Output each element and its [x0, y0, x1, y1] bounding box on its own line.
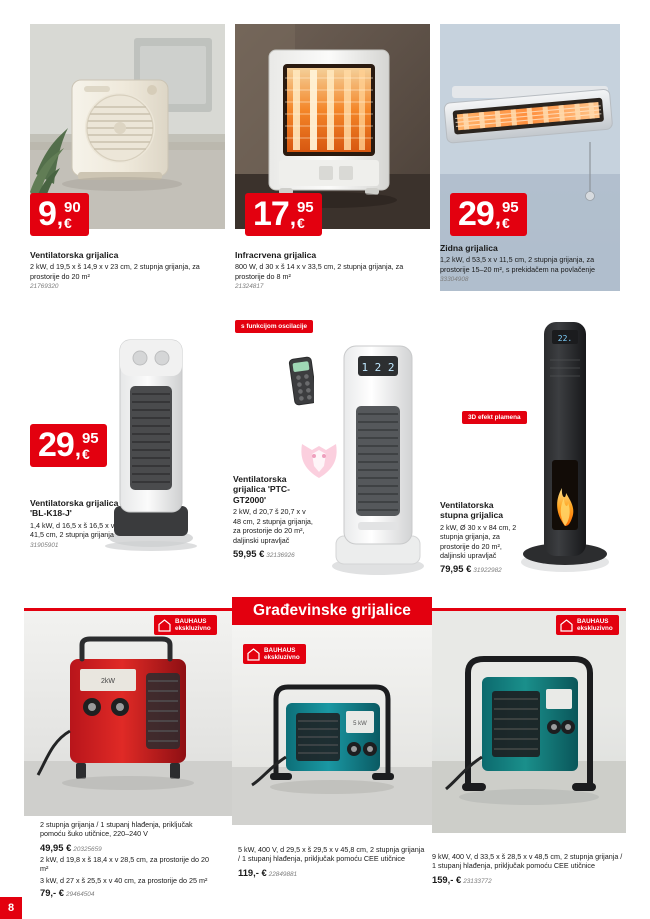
product-title: Ventilatorska grijalica 'BL-K18-J': [30, 498, 119, 519]
svg-text:1 2 2: 1 2 2: [361, 361, 395, 374]
product-desc-teal-heater-9kw: [432, 852, 624, 886]
price-currency: €: [81, 446, 90, 462]
product-price: 159,- €: [432, 873, 462, 885]
product-desc-red-construction-heater: [40, 820, 218, 899]
product-article-number: 31922982: [473, 567, 502, 575]
product-title: Ventilatorska grijalica: [30, 250, 119, 260]
bauhaus-exclusive-badge-red: [154, 615, 217, 635]
price-integer: 17: [253, 195, 289, 233]
product-desc-wall-heater: [440, 243, 620, 285]
product-price: 119,- €: [238, 866, 267, 878]
price-integer: 29: [458, 195, 494, 233]
price-comma: ,: [494, 205, 501, 230]
badge-line-2: ekskluzivno: [175, 625, 211, 633]
callout-oscillation: s funkcijom oscilacije: [235, 320, 313, 333]
product-title: Infracrvena grijalica: [235, 250, 317, 260]
product-title: Ventilatorska stupna grijalica: [440, 500, 504, 521]
product-desc-tower-heater: [440, 500, 518, 576]
product-title: Ventilatorska grijalica 'PTC-GT2000': [233, 474, 290, 505]
product-desc-teal-heater-5kw: [238, 845, 428, 879]
product-photo-teal-heater-9kw: [432, 611, 626, 833]
svg-text:22.: 22.: [557, 334, 573, 343]
badge-line-1: BAUHAUS: [175, 618, 207, 625]
price-decimal: 90: [64, 199, 81, 216]
product-specs: 2 kW, Ø 30 x v 84 cm, 2 stupnja grijanja, za prostorije do 20 m², daljinski upravljač: [440, 522, 517, 561]
product-desc-ptc-gt2000: [233, 474, 313, 560]
price-tag-fan-heater: [30, 193, 89, 236]
section-banner-construction-heaters: Građevinske grijalice: [232, 597, 432, 625]
product-price-2kw: 49,95 €: [40, 841, 72, 853]
price-comma: ,: [74, 436, 81, 461]
product-desc-fan-heater: [30, 250, 225, 292]
house-icon: [560, 619, 573, 632]
product-article-number-2kw: 20325659: [73, 845, 102, 853]
price-tag-infrared-heater: [245, 193, 322, 236]
price-tag-wall-heater: [450, 193, 527, 236]
product-photo-tower-heater: [500, 300, 630, 582]
bauhaus-exclusive-badge-teal-9kw: [556, 615, 619, 635]
price-integer: 9: [38, 195, 56, 233]
product-specs: 800 W, d 30 x š 14 x v 33,5 cm, 2 stupnja grijanja, za prostorije do 8 m²: [235, 262, 404, 281]
product-article-number: 21324817: [235, 283, 264, 291]
product-specs-2kw: 2 kW, d 19,8 x š 18,4 x v 28,5 cm, za prostorije do 20 m²: [40, 855, 209, 874]
product-price-3kw: 79,- €: [40, 887, 64, 899]
house-icon: [158, 619, 171, 632]
product-desc-infrared-heater: [235, 250, 430, 292]
bauhaus-exclusive-badge-teal-5kw: [243, 644, 306, 664]
badge-line-2: ekskluzivno: [577, 625, 613, 633]
product-desc-bl-k18-j: [30, 498, 120, 550]
price-comma: ,: [289, 205, 296, 230]
price-comma: ,: [56, 205, 64, 230]
price-currency: €: [501, 215, 510, 231]
svg-text:2kW: 2kW: [101, 678, 115, 685]
product-specs-3kw: 3 kW, d 27 x š 25,5 x v 40 cm, za prostorije do 25 m²: [40, 875, 208, 885]
product-article-number: 23133772: [463, 877, 492, 885]
svg-text:5 kW: 5 kW: [353, 721, 367, 727]
product-title: Zidna grijalica: [440, 243, 498, 253]
product-article-number: 32136926: [266, 551, 295, 559]
price-decimal: 95: [81, 430, 99, 447]
product-specs: 2 kW, d 19,5 x š 14,9 x v 23 cm, 2 stupnja grijanja, za prostorije do 20 m²: [30, 262, 200, 281]
product-article-number: 22849881: [268, 870, 298, 878]
price-currency: €: [296, 215, 305, 231]
product-specs: 9 kW, 400 V, d 33,5 x š 28,5 x v 48,5 cm, 2 stupnja grijanja / 1 stupanj hlađenja, priključak pomoću CEE utičnice: [432, 852, 623, 871]
product-price: 59,95 €: [233, 547, 265, 559]
badge-line-1: BAUHAUS: [264, 647, 296, 654]
price-currency: €: [64, 215, 72, 231]
watermark-fox-logo: [296, 436, 342, 482]
product-article-number-3kw: 29464504: [65, 891, 95, 899]
callout-3d-flame: 3D efekt plamena: [462, 411, 527, 424]
badge-line-2: ekskluzivno: [264, 654, 300, 662]
house-icon: [247, 648, 260, 661]
product-specs-common: 2 stupnja grijanja / 1 stupanj hlađenja, priključak pomoću šuko utičnice, 220–240 V: [40, 820, 193, 839]
product-specs: 2 kW, d 20,7 š 20,7 x v 48 cm, 2 stupnja grijanja, za prostorije do 20 m², daljinski upravljač: [233, 507, 313, 545]
price-integer: 29: [38, 426, 74, 464]
product-specs: 1,4 kW, d 16,5 x š 16,5 x v 41,5 cm, 2 stupnja grijanja: [30, 520, 115, 540]
product-article-number: 31905901: [30, 541, 59, 549]
product-article-number: 33304908: [440, 276, 469, 284]
price-tag-bl-k18-j: [30, 424, 107, 467]
price-decimal: 95: [296, 199, 314, 216]
product-photo-red-construction-heater: [24, 611, 232, 816]
product-price: 79,95 €: [440, 563, 472, 575]
product-specs: 1,2 kW, d 53,5 x v 11,5 cm, 2 stupnja grijanja, za prostorije 15–20 m², s prekidačem na povlačenje: [440, 255, 596, 274]
price-decimal: 95: [501, 199, 519, 216]
product-article-number: 21769320: [30, 283, 59, 291]
badge-line-1: BAUHAUS: [577, 618, 609, 625]
page-number: 8: [0, 897, 22, 919]
product-specs: 5 kW, 400 V, d 29,5 x š 29,5 x v 45,8 cm, 2 stupnja grijanja / 1 stupanj hlađenja, priključak pomoću CEE utičnice: [238, 845, 425, 864]
